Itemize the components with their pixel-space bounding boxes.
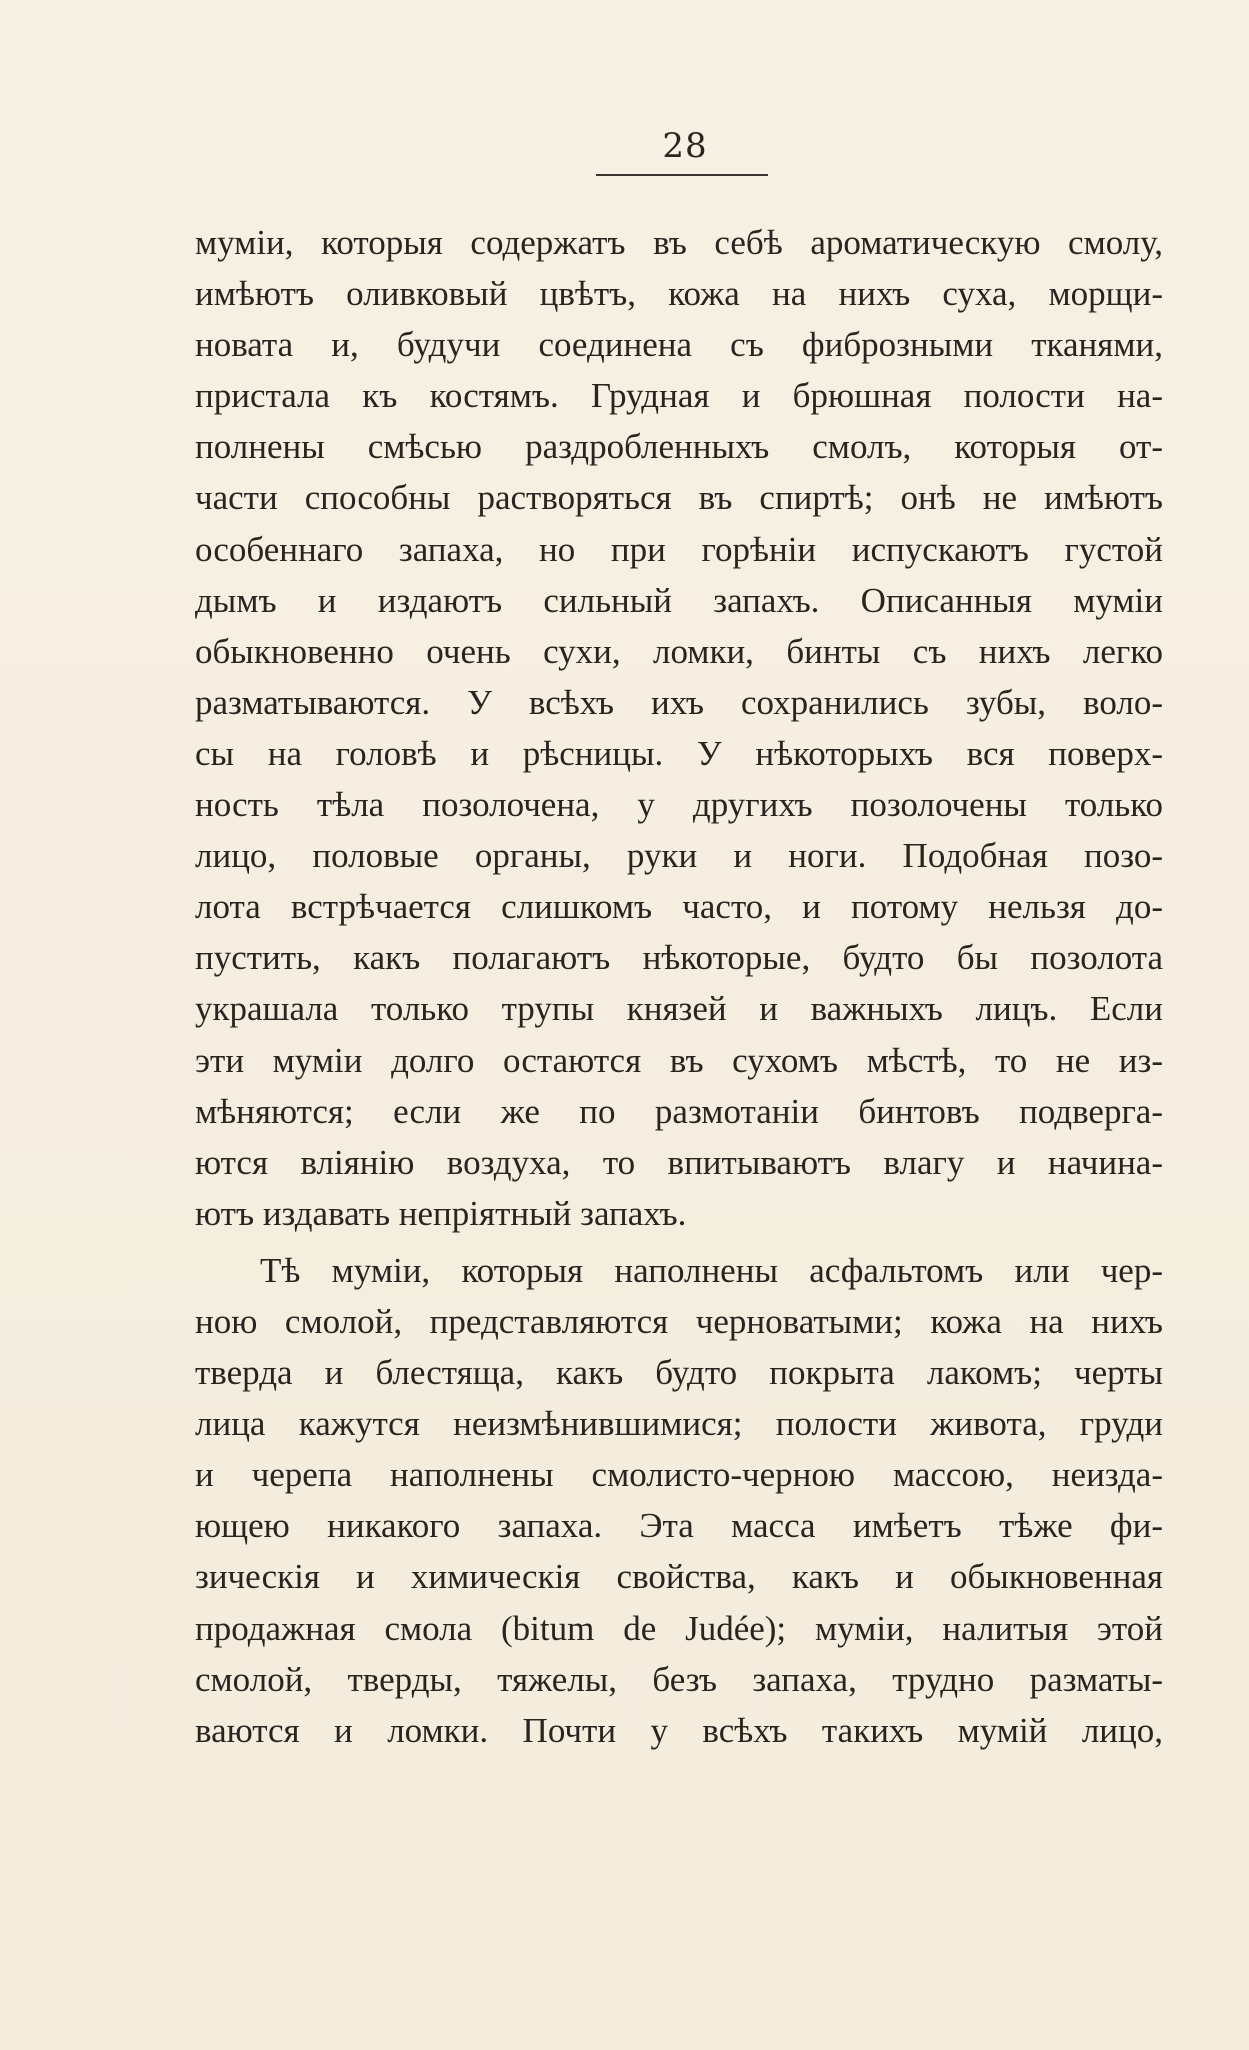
text-line: ющею никакого запаха. Эта масса имѣетъ тѣже фи- [195, 1506, 1163, 1546]
text-line: сы на головѣ и рѣсницы. У нѣкоторыхъ вся поверх- [195, 733, 1163, 773]
text-line: украшала только трупы князей и важныхъ лицъ. Если [195, 989, 1163, 1029]
text-line: Тѣ муміи, которыя наполнены асфальтомъ или чер- [260, 1250, 1163, 1290]
text-line: пустить, какъ полагаютъ нѣкоторые, будто бы позолота [195, 938, 1163, 978]
paragraph [195, 217, 1163, 1239]
text-line: мѣняются; если же по размотаніи бинтовъ подверга- [195, 1091, 1163, 1131]
text-line: и черепа наполнены смолисто-черною массою, неизда- [195, 1455, 1163, 1495]
text-line: части способны растворяться въ спиртѣ; онѣ не имѣютъ [195, 478, 1163, 518]
text-line: имѣютъ оливковый цвѣтъ, кожа на нихъ суха, морщи- [195, 274, 1163, 314]
text-line: лица кажутся неизмѣнившимися; полости живота, груди [195, 1404, 1163, 1444]
page-number: 28 [662, 126, 708, 166]
text-line: пристала къ костямъ. Грудная и брюшная полости на- [195, 376, 1163, 416]
text-line: тверда и блестяща, какъ будто покрыта лакомъ; черты [195, 1353, 1163, 1393]
paragraph [195, 1245, 1163, 1756]
text-line: новата и, будучи соединена съ фиброзными тканями, [195, 325, 1163, 365]
text-line: разматываются. У всѣхъ ихъ сохранились зубы, воло- [195, 682, 1163, 722]
text-line: лицо, половые органы, руки и ноги. Подобная позо- [195, 836, 1163, 876]
text-line: обыкновенно очень сухи, ломки, бинты съ нихъ легко [195, 631, 1163, 671]
text-line: полнены смѣсью раздробленныхъ смолъ, которыя от- [195, 427, 1163, 467]
text-line: ною смолой, представляются черноватыми; кожа на нихъ [195, 1301, 1163, 1341]
text-line: лота встрѣчается слишкомъ часто, и потому нельзя до- [195, 887, 1163, 927]
text-line: эти муміи долго остаются въ сухомъ мѣстѣ, то не из- [195, 1040, 1163, 1080]
header-rule [596, 174, 768, 176]
text-line: особеннаго запаха, но при горѣніи испускаютъ густой [195, 529, 1163, 569]
text-line: зическія и химическія свойства, какъ и обыкновенная [195, 1557, 1163, 1597]
text-line: ность тѣла позолочена, у другихъ позолочены только [195, 785, 1163, 825]
text-line: продажная смола (bitum de Judée); муміи, налитыя этой [195, 1608, 1163, 1648]
text-line: ваются и ломки. Почти у всѣхъ такихъ мумій лицо, [195, 1710, 1163, 1750]
text-line: ются вліянію воздуха, то впитываютъ влагу и начина- [195, 1142, 1163, 1182]
text-line: ютъ издавать непріятный запахъ. [195, 1193, 687, 1233]
text-line: дымъ и издаютъ сильный запахъ. Описанныя муміи [195, 580, 1163, 620]
text-line: смолой, тверды, тяжелы, безъ запаха, трудно разматы- [195, 1659, 1163, 1699]
body-text [195, 217, 1163, 1756]
text-line: муміи, которыя содержатъ въ себѣ ароматическую смолу, [195, 223, 1163, 262]
